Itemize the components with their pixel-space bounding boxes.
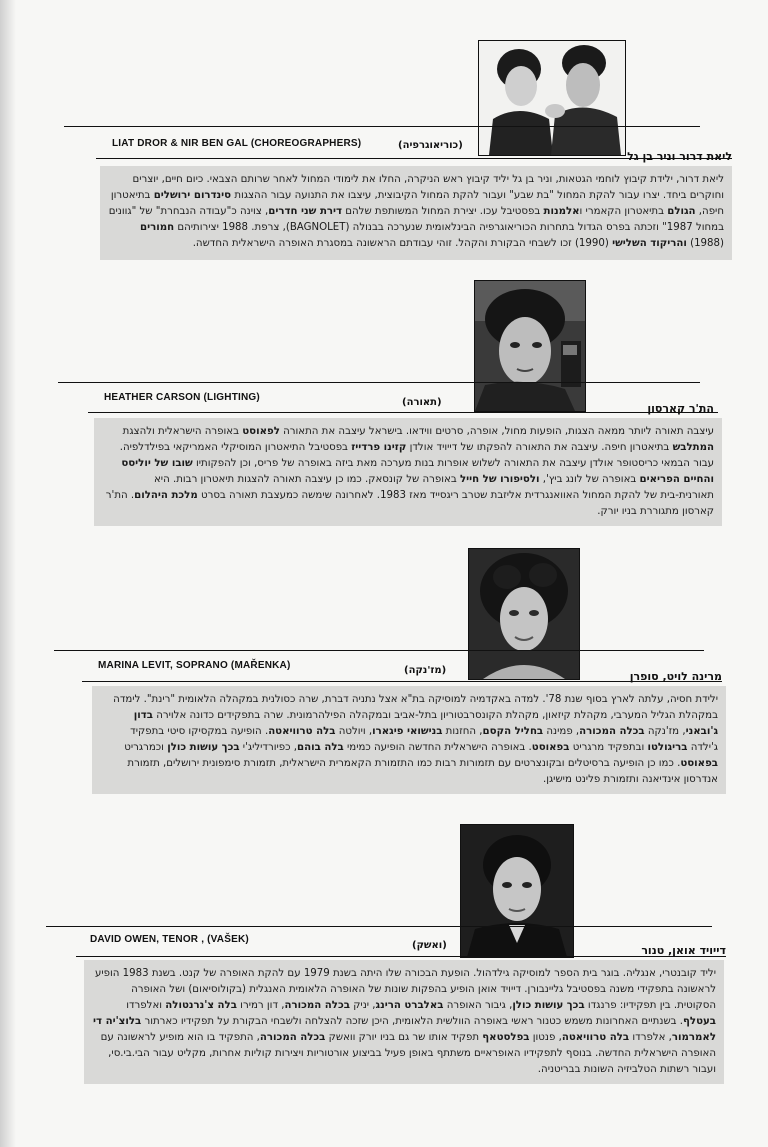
artist-photo-levit — [468, 548, 580, 680]
bio-work-title: בכך עושות כולן — [167, 742, 240, 753]
bio-text: באופרה הישראלית ולהצגת — [122, 426, 243, 437]
bio-text: ליאת דרור, ילידת קיבוץ לוחמי הגטאות, וניר בן גל יליד קיבוץ ראש הניקרה, החלו את לימודי המחול לאחר שרותם הצבאי. כיום חיים, יוצרים וחוקרים ביחד. יצרו עבור להקת המחול "בת שבע" ועבור להקת המחול הקיבוצית, עיצבו את התנועה עבור ההצגות — [132, 174, 724, 201]
bio-text: . בשנתיים האחרונות משמש כטנור ראשי באופרה הוולשית הלאומית, היכן שזכה להצלחה ולשבחי הבקורת על תפקידיו כארתור — [141, 1016, 684, 1027]
bio-text: , ויולטה — [335, 726, 373, 737]
bio-work-title: בנישואי פיגארו — [372, 726, 443, 737]
bio-text: . כמו כן הופיעה ברסיטלים ובקונצרטים עם תזמורות רבות כמו התזמורת הקאמרית הישראלית, תזמורת סימפונית ירושלים, תזמורת אנדרסון אינדיאנה ותזמורת פלינט מישיגן. — [127, 758, 718, 785]
bio-work-title: בלה צ'נרנטולה — [165, 1000, 237, 1011]
bio-text: ובתפקיד מרגריט — [569, 742, 648, 753]
bio-text: , מז'נקה — [644, 726, 686, 737]
bio-text: , התפקיד בו הוא מופיע לראשונה עם האופרה הישראלית החדשה. בנוסף לתפקידיו האופראיים משתתף באופן פעיל בביצוע אורטוריות ויצירות קוליות אחרות, מקליט עבור הבי.בי.סי, ועבור רשתות הטלביזיה השונות בבריטניה. — [100, 1032, 716, 1075]
bio-work-title: דירת שני חדרים — [268, 206, 343, 217]
section-rule — [88, 412, 718, 413]
caption-en: DAVID OWEN, TENOR , (VAŠEK) — [90, 934, 249, 945]
caption-role-he: (כוריאוגרפיה) — [398, 140, 463, 151]
bio-work-title: באלברט הרינג — [375, 1000, 444, 1011]
bio-work-title: סינדרום ירושלים — [153, 190, 232, 201]
section-rule — [76, 956, 726, 957]
bio-text: (1990) זכו לשבחי הבקורת והקהל. זוהי עבודתם הראשונה במסגרת האופרה הישראלית החדשה. — [192, 238, 613, 249]
bio-work-title: בכלה המכורה — [259, 1032, 326, 1043]
bio-work-title: בעטלף — [683, 1016, 716, 1027]
bio-work-title: קזינו פרדייז — [351, 442, 407, 453]
bio-work-title: והריקוד השלישי — [612, 238, 687, 249]
bio-work-title: בפאוסט — [680, 758, 718, 769]
caption-en: MARINA LEVIT, SOPRANO (MAŘENKA) — [98, 660, 291, 671]
bio-text: ילידת חסיה, עלתה לארץ בסוף שנת 78'. למדה באקדמיה למוסיקה בת"א אצל נתניה דברת, שרה כסולנית במקהלה הלאומית "רינת". לימדה במקהלת הגליל המערבי, מקהלת קיזאון, מקהלת הקונסרבטוריון בתל-אביב ובמקהלה הפילהרמונית. שרה בתפקידים כדונה אלוירה — [113, 694, 718, 721]
bio-work-title: בדון ג'ובאני — [133, 710, 718, 737]
bio-text: באופרה של לונג ביץ', — [539, 474, 640, 485]
bio-work-title: בכלה המכורה — [284, 1000, 350, 1011]
section-rule — [58, 382, 700, 383]
artist-photo-carson — [474, 280, 586, 412]
caption-name-he: הת'ר קארסון — [647, 402, 714, 415]
bio-text: עיצבה תאורה ליותר ממאה הצגות, הופעות מחול, אופרה, סרטים ווידאו. בישראל עיצבה את התאורה — [279, 426, 714, 437]
artist-bio — [84, 960, 724, 1084]
bio-text: בתיאטרון הקאמרי ו — [579, 206, 668, 217]
bio-work-title: בפאוסט — [531, 742, 570, 753]
section-rule — [54, 650, 704, 651]
bio-text: , יניק — [349, 1000, 376, 1011]
caption-en: LIAT DROR & NIR BEN GAL (CHOREOGRAPHERS) — [112, 138, 362, 149]
section-rule — [64, 126, 700, 127]
bio-work-title: לפאוסט — [242, 426, 280, 437]
bio-work-title: בלה בוהם — [297, 742, 344, 753]
bio-work-title: שובו של יוליסס והחיים הפריאים — [121, 458, 714, 485]
caption-name-he: מרינה לויט, סופרן — [629, 670, 722, 683]
caption-name-he: דייויד אואן, טנור — [641, 944, 726, 957]
artist-photo-owen — [460, 824, 574, 958]
bio-text: יליד קובנטרי, אנגליה. בוגר בית הספר למוסיקה גילדהול. הופעת הבכורה שלו היתה בשנת 1979 עם להקת האופרה של קנט. בשנת 1983 הופיע לראשונה בתפקידי משנה בפסטיבל גליינבורן. דייויד אואן הופיע בהפקות שונות של האופרה הלאומית האנגלית (בקולוסיאום) ושל האופרה הסקוטית. בין תפקידיו: פרנגדו — [94, 968, 716, 1011]
page-binding-shadow — [0, 0, 16, 1147]
bio-work-title: בלה טרוויאטה — [268, 726, 336, 737]
bio-text: באופרה של קונסאק. כמו כן עיצבה תאורה להצגות תיאטרון רבות. היא תאורנית-בית של להקת המחול האוואנגרדית אליזבת שטרב ריגסייד מאז 1983. לאחרונה שימשה כמעצבת תאורה בסרט — [153, 474, 714, 501]
bio-work-title: בריגולטו — [647, 742, 688, 753]
bio-text: (1988) — [686, 238, 724, 249]
bio-work-title: הגולם — [667, 206, 696, 217]
bio-text: תפקיד אותו שר גם בניו יורק וואשק — [325, 1032, 483, 1043]
bio-work-title: אלמנות — [543, 206, 580, 217]
bio-text: , גיבור האופרה — [443, 1000, 513, 1011]
caption-role-he: (מז'נקה) — [404, 665, 447, 676]
bio-text: בפסטיבל התיאטרון המוסיקלי האמריקאי בפילדלפיה. עבור הבמאי כריסטופר אולדן עיצבה את התאורה לשלוש אופרות בנות מערכה מאת ביזה באופרה של פריס, וכן להפקותיו — [119, 442, 714, 469]
caption-role-he: (ואשק) — [412, 940, 447, 951]
bio-work-title: חמורים — [139, 222, 175, 233]
bio-text: , צוינה כ"עבודה הנבחרת" של "גוונים במחול 1987" וזכתה בפרס הגדול בתחרות הכוריאוגרפיה הבינלאומית שנערכה בבנולה (BAGNOLET), צרפת. 1988 יצירותיהם — [108, 206, 724, 233]
bio-work-title: בכלה המכורה — [579, 726, 645, 737]
bio-text: , פנטון — [529, 1032, 562, 1043]
caption-en: HEATHER CARSON (LIGHTING) — [104, 392, 260, 403]
bio-work-title: בלה טרוויאטה — [561, 1032, 630, 1043]
caption-role-he: (תאורה) — [402, 397, 442, 408]
bio-work-title: בלוצ'יה די לאמרמור — [93, 1016, 716, 1043]
bio-text: , פמינה — [543, 726, 580, 737]
bio-text: . באופרה הישראלית החדשה הופיעה כמימי — [343, 742, 532, 753]
bio-text: בתיאטרון חיפה, — [110, 190, 724, 217]
bio-work-title: בכך עושות כולן — [512, 1000, 585, 1011]
section-rule — [96, 158, 732, 159]
artist-bio — [100, 166, 732, 260]
bio-text: , דון רמירו — [236, 1000, 285, 1011]
bio-text: . הופיעה במקסיקו סיטי בתפקיד ג'ילדה — [130, 726, 718, 753]
artist-bio — [92, 686, 726, 794]
bio-work-title: מלכת היהלום — [134, 490, 198, 501]
bio-text: בפסטיבל עכו. יצירת המחול המשותפת שלהם — [342, 206, 544, 217]
bio-text: , אלפרדו — [629, 1032, 672, 1043]
bio-text: . הת'ר קארסון מתגוררת בניו יורק. — [105, 490, 714, 517]
bio-work-title: בפלסטאף — [482, 1032, 530, 1043]
bio-text: וכמרגריט — [124, 742, 168, 753]
section-rule — [46, 926, 712, 927]
bio-work-title: בחליל הקסם — [482, 726, 544, 737]
section-rule — [82, 681, 722, 682]
bio-text: ואלפרדו — [126, 1000, 166, 1011]
caption-name-he: ליאת דרור וניר בן גל — [627, 150, 732, 163]
bio-text: , החזנות — [442, 726, 483, 737]
bio-work-title: ולסיפורו של חייל — [459, 474, 540, 485]
bio-text: בתיאטרון חיפה. עיצבה את התאורה להפקתו של דייויד אולדן — [406, 442, 673, 453]
artist-bio — [94, 418, 722, 526]
artist-photo-dror-bengal — [478, 40, 626, 156]
bio-text: , כפיורדיליג'י — [239, 742, 298, 753]
bio-work-title: המתלבש — [672, 442, 714, 453]
